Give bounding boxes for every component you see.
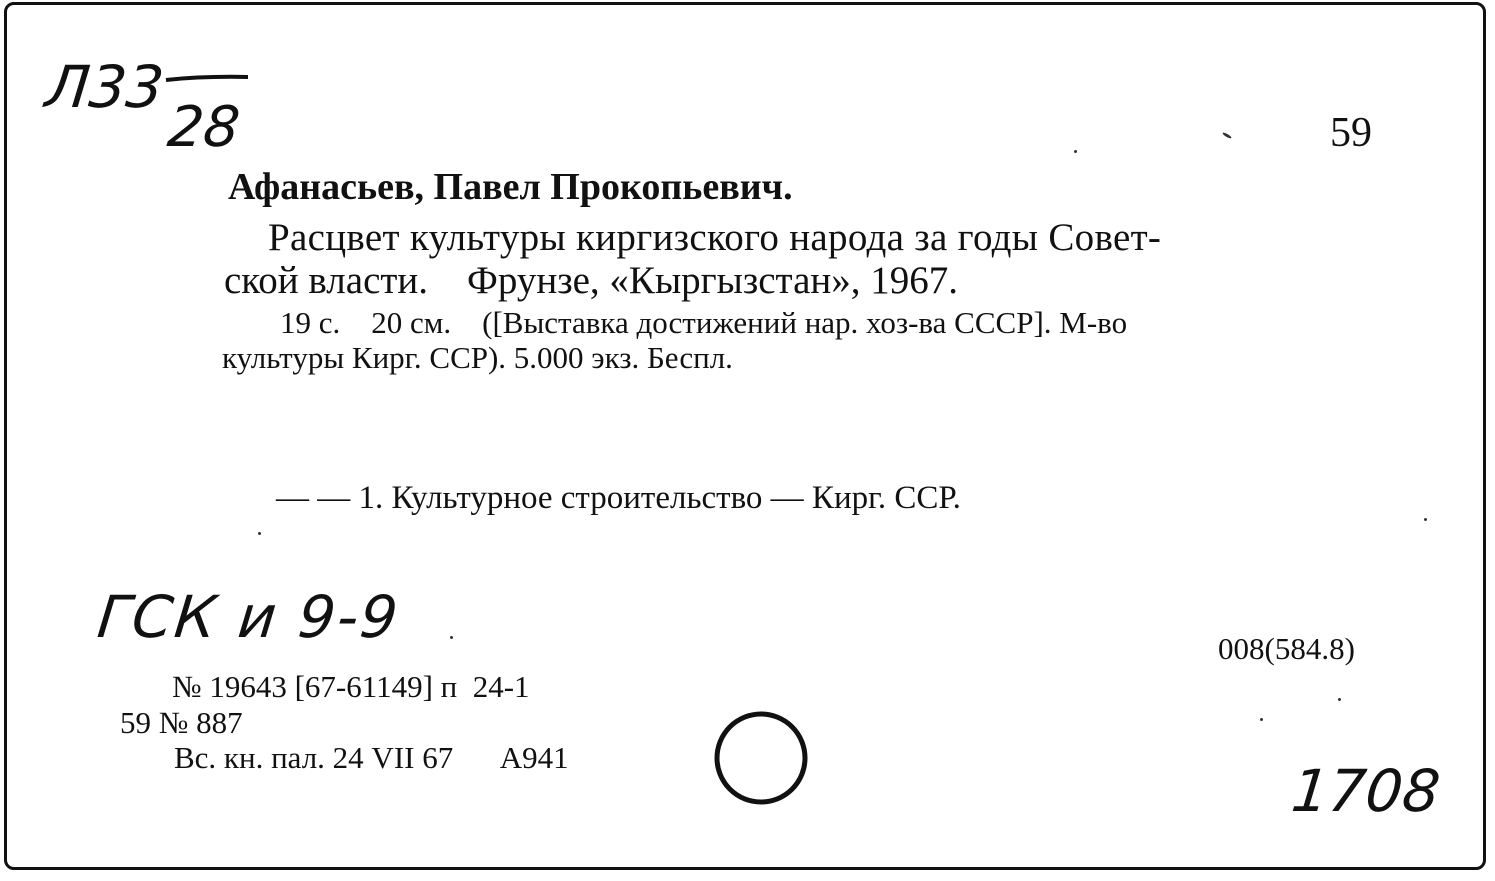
subject-heading: — — 1. Культурное строительство — Кирг. ССР.: [276, 480, 961, 516]
dust-speck: [258, 532, 261, 535]
order-line-2: 59 № 887: [120, 705, 243, 740]
description-line-1: 19 с. 20 см. ([Выставка достижений нар. хоз-ва СССР]. М-во: [280, 305, 1128, 340]
dust-speck: [1260, 718, 1263, 721]
card-number: 59: [1330, 110, 1372, 156]
dust-speck: [1424, 518, 1427, 521]
handwritten-shelfmark-bottom: 28: [164, 95, 243, 160]
author-heading: Афанасьев, Павел Прокопьевич.: [228, 166, 793, 208]
handwritten-number: 1708: [1288, 757, 1444, 825]
handwritten-note: ГСК и 9-9: [94, 583, 403, 651]
dust-speck: [1338, 698, 1341, 701]
handwritten-shelfmark-top: Л33: [42, 53, 167, 121]
order-line-3: Вс. кн. пал. 24 VII 67 А941: [174, 740, 569, 775]
shelfmark-fraction-line: [164, 74, 254, 86]
order-line-1: № 19643 [67-61149] п 24-1: [172, 669, 530, 704]
classification-code: 008(584.8): [1218, 631, 1355, 666]
dust-speck: [1074, 150, 1077, 153]
title-line-1: Расцвет культуры киргизского народа за годы Совет-: [268, 216, 1162, 259]
stamp-circle: [712, 708, 812, 808]
dust-speck: [450, 636, 453, 639]
title-line-2: ской власти. Фрунзе, «Кыргызстан», 1967.: [224, 259, 959, 302]
description-line-2: культуры Кирг. ССР). 5.000 экз. Беспл.: [222, 340, 733, 375]
